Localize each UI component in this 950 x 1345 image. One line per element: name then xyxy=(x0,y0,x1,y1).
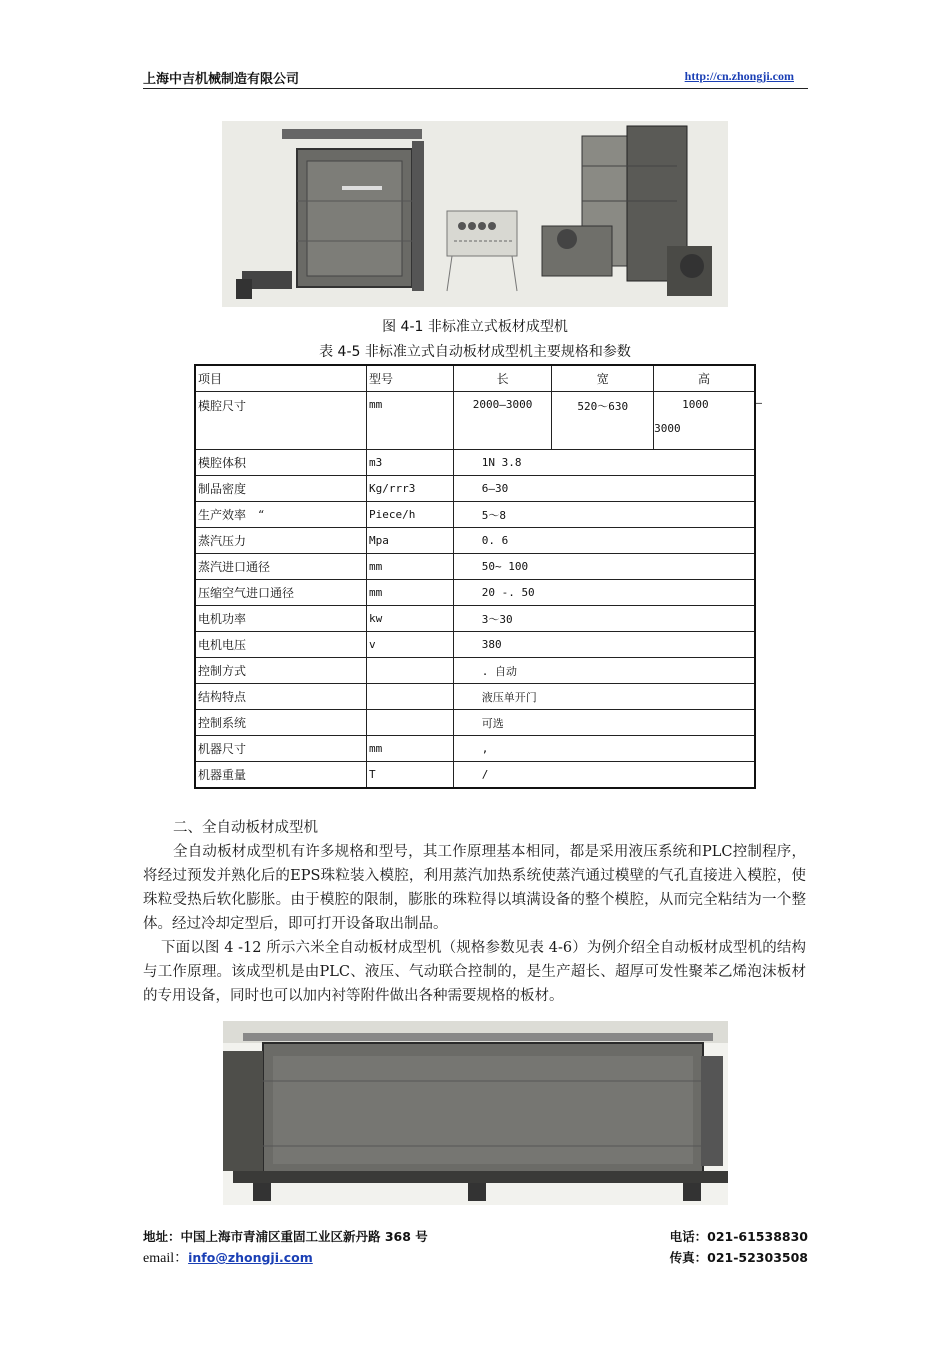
row-label: 电机功率 xyxy=(195,606,366,632)
row-unit: mm xyxy=(366,736,453,762)
header-cell: 长 xyxy=(453,365,552,392)
company-name: 上海中吉机械制造有限公司 xyxy=(143,72,300,87)
row-label: 模腔尺寸 xyxy=(195,392,366,450)
row-height xyxy=(654,392,762,450)
row-value: 0. 6 xyxy=(453,528,755,554)
paragraph-2: 下面以图 4 -12 所示六米全自动板材成型机（规格参数见表 4-6）为例介绍全自动板材成型机的结构与工作原理。该成型机是由PLC、液压、气动联合控制的，是生产超长、超厚可发性聚苯乙烯泡沫板材的专用设备，同时也可以加内衬等附件做出各种需要规格的板材。 xyxy=(143,940,806,1004)
header-cell: 高 xyxy=(654,365,755,392)
table-row xyxy=(195,736,755,762)
footer-fax: 传真：021-52303508 xyxy=(669,1250,808,1265)
table-row xyxy=(195,684,755,710)
table-row xyxy=(195,450,755,476)
section-body xyxy=(143,816,806,1008)
row-label: 压缩空气进口通径 xyxy=(195,580,366,606)
row-value: 5～8 xyxy=(453,502,755,528)
footer-phone: 电话：021-61538830 xyxy=(669,1229,808,1244)
row-unit xyxy=(366,684,453,710)
table-row xyxy=(195,528,755,554)
row-unit: mm xyxy=(366,580,453,606)
figure-caption: 图 4-1 非标准立式板材成型机 xyxy=(382,319,568,335)
row-length: 2000—3000 xyxy=(453,392,552,450)
table-caption: 表 4-5 非标准立式自动板材成型机主要规格和参数 xyxy=(319,344,631,360)
company-url-link[interactable]: http://cn.zhongji.com xyxy=(684,69,794,83)
header-cell: 型号 xyxy=(366,365,453,392)
row-unit: mm xyxy=(366,554,453,580)
vertical-molding-machine-image xyxy=(222,121,728,307)
table-row xyxy=(195,502,755,528)
row-label: 电机电压 xyxy=(195,632,366,658)
table-row xyxy=(195,476,755,502)
row-value: , xyxy=(453,736,755,762)
page-header xyxy=(143,68,808,89)
row-value: 6—30 xyxy=(453,476,755,502)
row-unit xyxy=(366,658,453,684)
row-value: 液压单开门 xyxy=(453,684,755,710)
section-heading: 二、全自动板材成型机 xyxy=(173,820,318,836)
figure-board-machine-photo xyxy=(223,1021,728,1205)
row-width: 520～630 xyxy=(552,392,654,450)
header-cell: 宽 xyxy=(552,365,654,392)
row-unit: Kg/rrr3 xyxy=(366,476,453,502)
table-row xyxy=(195,762,755,789)
row-unit xyxy=(366,710,453,736)
table-row xyxy=(195,710,755,736)
row-unit: Mpa xyxy=(366,528,453,554)
paragraph-1: 全自动板材成型机有许多规格和型号，其工作原理基本相同，都是采用液压系统和PLC控制程序，将经过预发并熟化后的EPS珠粒装入模腔，利用蒸汽加热系统使蒸汽通过模壁的气孔直接进入模腔，使珠粒受热后软化膨胀。由于模腔的限制，膨胀的珠粒得以填满设备的整个模腔，从而完全粘结为一个整体。经过冷却定型后，即可打开设备取出制品。 xyxy=(143,844,806,932)
row-value: 380 xyxy=(453,632,755,658)
table-row xyxy=(195,606,755,632)
row-label: 蒸汽压力 xyxy=(195,528,366,554)
row-unit: Piece/h xyxy=(366,502,453,528)
figure-machine-photo xyxy=(222,121,728,307)
row-label: 控制方式 xyxy=(195,658,366,684)
height-min: 1000 xyxy=(682,398,709,411)
table-row xyxy=(195,392,755,450)
row-unit: v xyxy=(366,632,453,658)
row-value: 3～30 xyxy=(453,606,755,632)
row-unit: kw xyxy=(366,606,453,632)
row-value: 可选 xyxy=(453,710,755,736)
table-row xyxy=(195,658,755,684)
row-label: 结构特点 xyxy=(195,684,366,710)
row-value: / xyxy=(453,762,755,789)
row-value: 50~ 100 xyxy=(453,554,755,580)
spec-table xyxy=(194,364,762,789)
row-value: 20 -. 50 xyxy=(453,580,755,606)
table-row xyxy=(195,554,755,580)
row-unit: mm xyxy=(366,392,453,450)
row-label: 机器尺寸 xyxy=(195,736,366,762)
footer-email-label: email： xyxy=(143,1251,189,1266)
row-value: 1N 3.8 xyxy=(453,450,755,476)
header-cell: 项目 xyxy=(195,365,366,392)
table-header-row xyxy=(195,365,755,392)
row-label: 生产效率 “ xyxy=(195,502,366,528)
page-footer xyxy=(143,1226,808,1268)
six-meter-molding-machine-image xyxy=(223,1021,728,1205)
row-unit: m3 xyxy=(366,450,453,476)
footer-email-link[interactable]: info@zhongji.com xyxy=(188,1250,313,1265)
row-label: 机器重量 xyxy=(195,762,366,789)
row-label: 蒸汽进口通径 xyxy=(195,554,366,580)
row-label: 制品密度 xyxy=(195,476,366,502)
row-value: . 自动 xyxy=(453,658,755,684)
row-label: 模腔体积 xyxy=(195,450,366,476)
row-unit: T xyxy=(366,762,453,789)
table-row xyxy=(195,580,755,606)
footer-address: 地址：中国上海市青浦区重固工业区新丹路 368 号 xyxy=(143,1229,428,1244)
table-row xyxy=(195,632,755,658)
height-max: 3000 xyxy=(654,422,681,435)
row-label: 控制系统 xyxy=(195,710,366,736)
height-dash: — xyxy=(755,396,762,409)
